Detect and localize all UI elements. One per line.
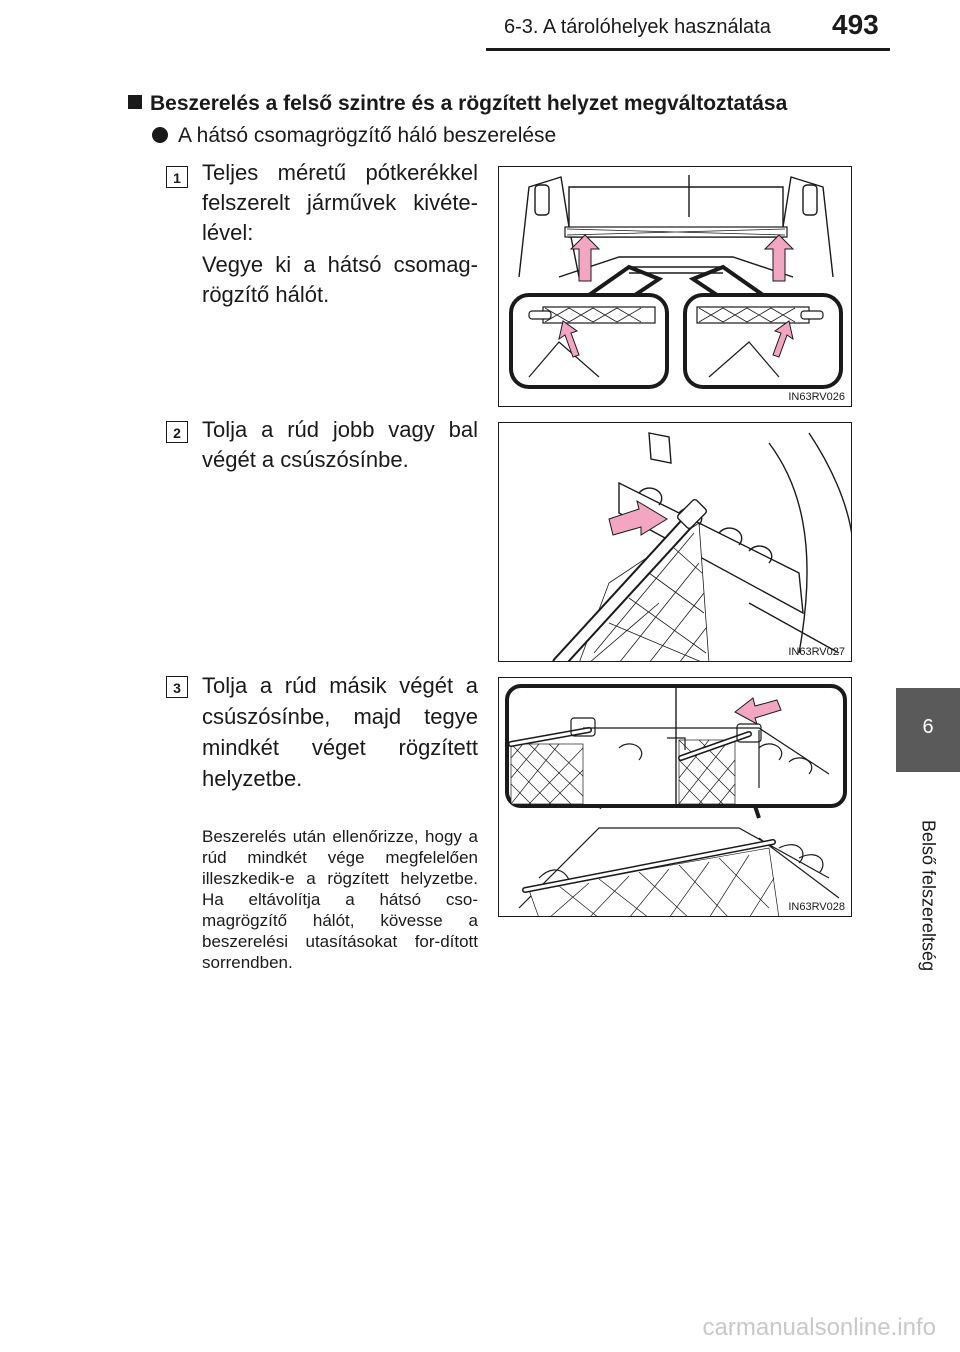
sub-heading (152, 124, 556, 148)
figure-2-rail-insertion (498, 422, 852, 662)
figure-3-code: IN63RV028 (788, 901, 845, 913)
step-2-text: Tolja a rúd jobb vagy bal végét a csúszósínbe. (202, 417, 478, 472)
figure-1-cargo-net-removal (498, 166, 852, 407)
step-number-1: 1 (166, 166, 188, 188)
step-3-text: Tolja a rúd másik végét a csúszósínbe, majd tegye mindkét véget rögzített helyzetbe. (202, 673, 478, 791)
circle-bullet-icon (152, 127, 168, 143)
section-title-text: Beszerelés a felső szintre és a rögzített helyzet megváltoztatása (150, 92, 788, 115)
chapter-tab (896, 688, 960, 772)
section-title (128, 92, 787, 116)
step-1-text-b: Vegye ki a hátsó csomag-rögzítő hálót. (202, 252, 478, 307)
header-rule (486, 48, 890, 51)
chapter-title: Belső felszereltség (918, 820, 939, 972)
chapter-number: 6 (922, 716, 934, 738)
sub-heading-text: A hátsó csomagrögzítő háló beszerelése (178, 124, 557, 147)
step-1-text-a: Teljes méretű pótkerékkel felszerelt járművek kivéte-lével: (202, 160, 478, 245)
step-number-3: 3 (166, 676, 188, 698)
step-3-note: Beszerelés után ellenőrizze, hogy a rúd mindkét vége megfelelően illeszkedik-e a rögzített helyzetbe. Ha eltávolítja a hátsó cso-magrögzítő hálót, kövesse a beszerelési utasításokat for-dított sorrendben. (202, 827, 478, 972)
step-number-2: 2 (166, 421, 188, 443)
watermark: carmanualsonline.info (702, 1314, 936, 1341)
figure-1-code: IN63RV026 (788, 391, 845, 403)
square-bullet-icon (128, 95, 142, 109)
header-section-title: 6-3. A tárolóhelyek használata (504, 16, 771, 38)
figure-1-illustration (499, 167, 852, 407)
figure-3-illustration (499, 678, 852, 917)
page-number: 493 (832, 9, 879, 40)
figure-3-fixed-position (498, 677, 852, 917)
figure-2-illustration (499, 423, 852, 662)
figure-2-code: IN63RV027 (788, 646, 845, 658)
